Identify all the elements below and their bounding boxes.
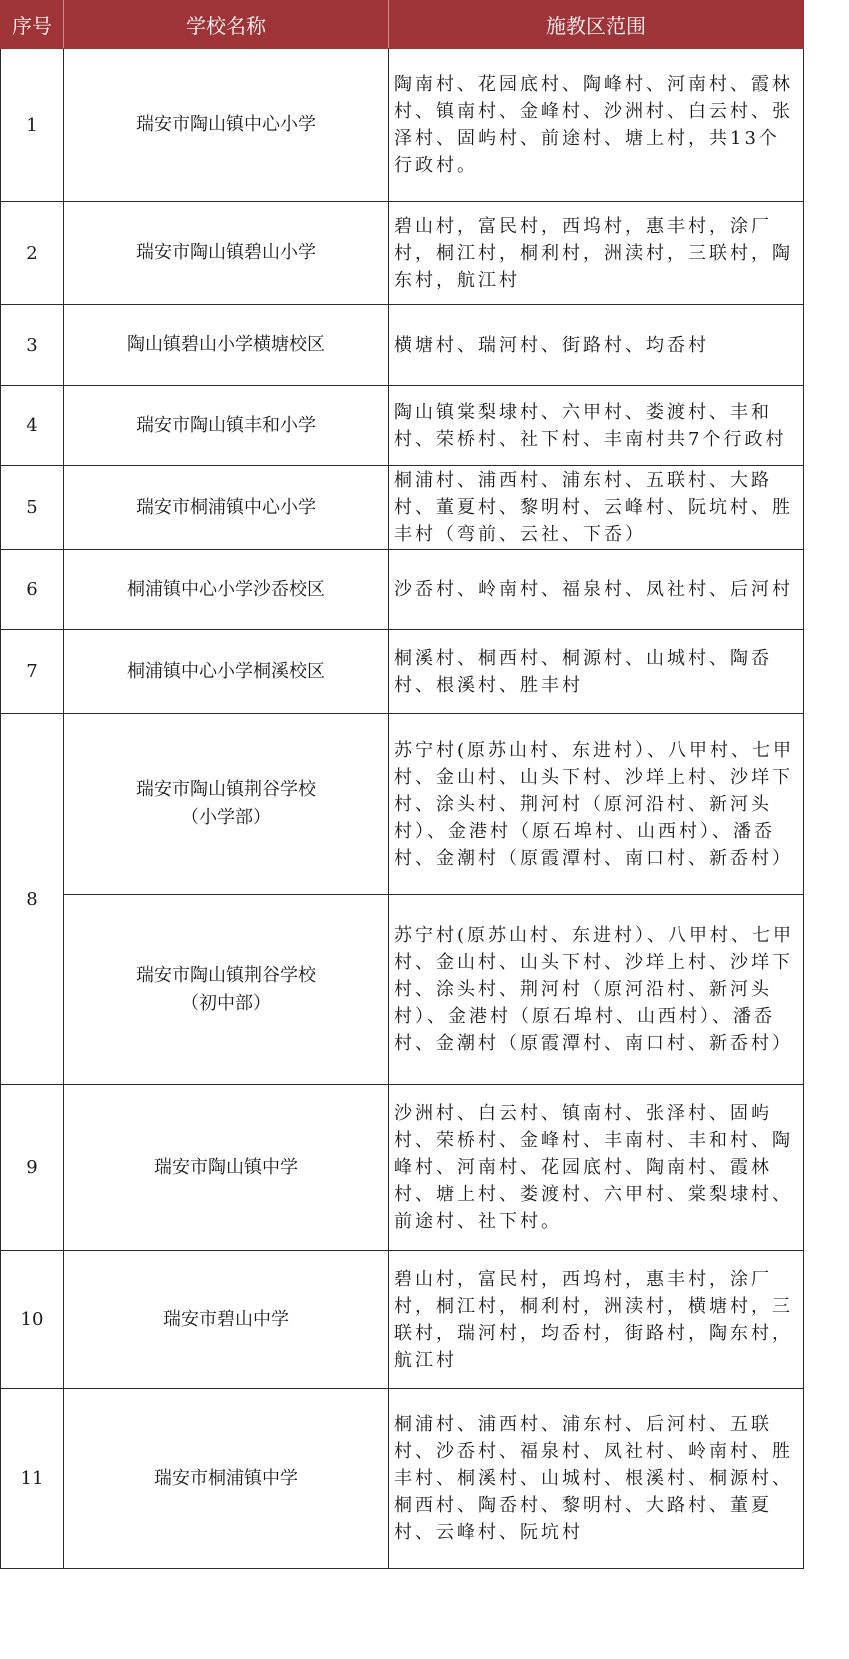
table-row <box>1 630 804 714</box>
table-row <box>1 466 804 550</box>
table-row <box>1 714 804 895</box>
row-no: 7 <box>1 630 64 714</box>
table-header-row <box>1 1 804 49</box>
row-no: 10 <box>1 1251 64 1389</box>
table-row <box>1 1389 804 1569</box>
district-scope: 陶山镇棠梨埭村、六甲村、娄渡村、丰和村、荣桥村、社下村、丰南村共7个行政村 <box>389 386 804 466</box>
table-row <box>1 1251 804 1389</box>
school-name: 瑞安市陶山镇中心小学 <box>64 49 389 202</box>
district-scope: 苏宁村(原苏山村、东进村）、八甲村、七甲村、金山村、山头下村、沙垟上村、沙垟下村、涂头村、荆河村（原河沿村、新河头村）、金港村（原石埠村、山西村）、潘岙村、金潮村（原霞潭村、南口村、新岙村） <box>389 714 804 895</box>
district-scope: 横塘村、瑞河村、街路村、均岙村 <box>389 305 804 386</box>
school-name: 桐浦镇中心小学桐溪校区 <box>64 630 389 714</box>
row-no: 9 <box>1 1085 64 1251</box>
district-scope: 碧山村，富民村，西坞村，惠丰村，涂厂村，桐江村，桐利村，洲渎村，横塘村，三联村，瑞河村，均岙村，街路村，陶东村，航江村 <box>389 1251 804 1389</box>
school-division: （小学部） <box>181 807 271 828</box>
district-scope: 桐浦村、浦西村、浦东村、后河村、五联村、沙岙村、福泉村、凤社村、岭南村、胜丰村、桐溪村、山城村、根溪村、桐源村、桐西村、陶岙村、黎明村、大路村、董夏村、云峰村、阮坑村 <box>389 1389 804 1569</box>
row-no: 8 <box>1 714 64 1085</box>
school-name <box>64 895 389 1085</box>
header-no: 序号 <box>1 1 64 49</box>
row-no: 6 <box>1 550 64 630</box>
district-scope: 碧山村，富民村，西坞村，惠丰村，涂厂村，桐江村，桐利村，洲渎村，三联村，陶东村，航江村 <box>389 202 804 305</box>
school-name: 桐浦镇中心小学沙岙校区 <box>64 550 389 630</box>
district-scope: 苏宁村(原苏山村、东进村）、八甲村、七甲村、金山村、山头下村、沙垟上村、沙垟下村、涂头村、荆河村（原河沿村、新河头村）、金港村（原石埠村、山西村）、潘岙村、金潮村（原霞潭村、南口村、新岙村） <box>389 895 804 1085</box>
table-row <box>1 305 804 386</box>
row-no: 2 <box>1 202 64 305</box>
school-name-line: 瑞安市陶山镇荆谷学校 <box>136 779 316 800</box>
header-scope: 施教区范围 <box>389 1 804 49</box>
school-name-line: 瑞安市陶山镇荆谷学校 <box>136 964 316 986</box>
school-name: 陶山镇碧山小学横塘校区 <box>64 305 389 386</box>
district-scope: 沙洲村、白云村、镇南村、张泽村、固屿村、荣桥村、金峰村、丰南村、丰和村、陶峰村、河南村、花园底村、陶南村、霞林村、塘上村、娄渡村、六甲村、棠梨埭村、前途村、社下村。 <box>389 1085 804 1251</box>
table-row <box>1 386 804 466</box>
district-scope: 陶南村、花园底村、陶峰村、河南村、霞林村、镇南村、金峰村、沙洲村、白云村、张泽村、固屿村、前途村、塘上村，共13个行政村。 <box>389 49 804 202</box>
school-division: （初中部） <box>181 992 271 1014</box>
table-row <box>1 895 804 1085</box>
school-name <box>64 714 389 895</box>
table-row <box>1 49 804 202</box>
school-name: 瑞安市桐浦镇中心小学 <box>64 466 389 550</box>
district-scope: 桐浦村、浦西村、浦东村、五联村、大路村、董夏村、黎明村、云峰村、阮坑村、胜丰村（弯前、云社、下岙） <box>389 466 804 550</box>
school-name: 瑞安市陶山镇中学 <box>64 1085 389 1251</box>
row-no: 1 <box>1 49 64 202</box>
row-no: 4 <box>1 386 64 466</box>
row-no: 11 <box>1 1389 64 1569</box>
header-school: 学校名称 <box>64 1 389 49</box>
row-no: 3 <box>1 305 64 386</box>
table-row <box>1 550 804 630</box>
table-row <box>1 1085 804 1251</box>
table-row <box>1 202 804 305</box>
school-name: 瑞安市陶山镇丰和小学 <box>64 386 389 466</box>
district-scope: 桐溪村、桐西村、桐源村、山城村、陶岙村、根溪村、胜丰村 <box>389 630 804 714</box>
school-name: 瑞安市碧山中学 <box>64 1251 389 1389</box>
row-no: 5 <box>1 466 64 550</box>
school-name: 瑞安市陶山镇碧山小学 <box>64 202 389 305</box>
district-scope: 沙岙村、岭南村、福泉村、凤社村、后河村 <box>389 550 804 630</box>
school-name: 瑞安市桐浦镇中学 <box>64 1389 389 1569</box>
